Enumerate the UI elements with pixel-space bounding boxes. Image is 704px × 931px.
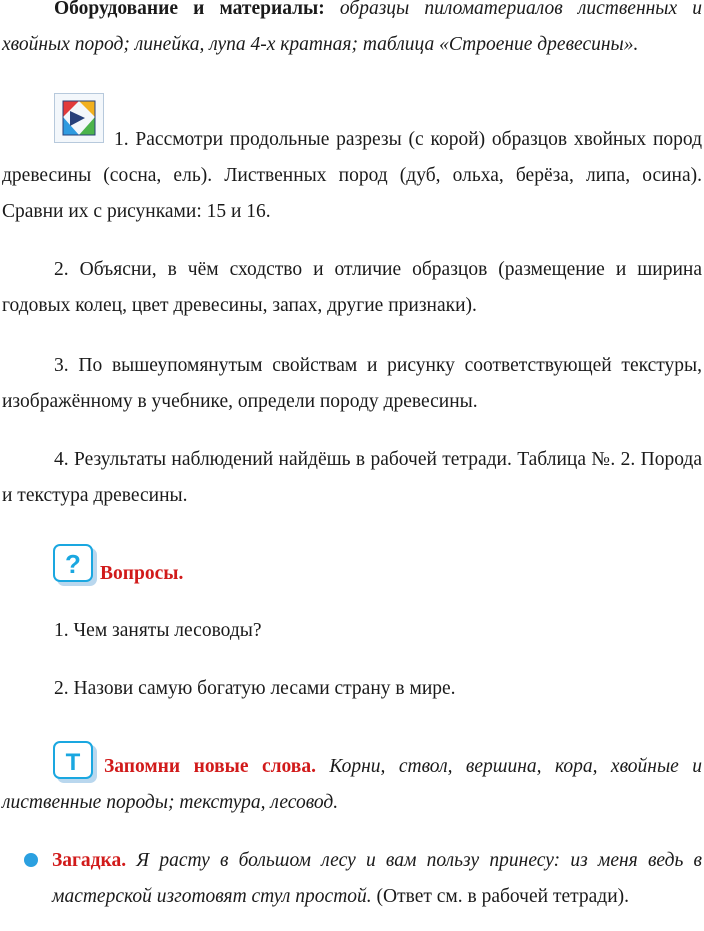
equipment-label: Оборудование и материалы:: [54, 0, 325, 19]
riddle-answer: (Ответ см. в рабочей тетради).: [376, 886, 630, 907]
question-1: 1. Чем заняты лесоводы?: [54, 620, 262, 641]
equipment-paragraph: [2, 0, 702, 63]
task-2: 2. Объясни, в чём сходство и отличие образцов (размещение и ширина годовых колец, цвет древесины, запах, другие признаки).: [2, 259, 702, 316]
riddle-paragraph: [52, 843, 702, 915]
task-4: 4. Результаты наблюдений найдёшь в рабочей тетради. Таблица №. 2. Порода и текстура древесины.: [2, 449, 702, 506]
task-3: 3. По вышеупомянутым свойствам и рисунку соответствующей текстуры, изображённому в учебнике, определи породу древесины.: [2, 355, 702, 412]
equipment-text: образцы пиломатериалов лиственных и хвойных пород; линейка, лупа 4-х кратная; таблица «Строение древесины».: [2, 0, 702, 55]
new-words-text: Корни, ствол, вершина, кора, хвойные и лиственные породы; текстура, лесовод.: [2, 756, 703, 813]
questions-heading: Вопросы.: [100, 563, 184, 584]
new-words-label: Запомни новые слова.: [104, 756, 316, 777]
new-words-paragraph: [2, 749, 702, 821]
riddle-label: Загадка.: [52, 850, 127, 871]
question-2: 2. Назови самую богатую лесами страну в мире.: [54, 678, 456, 699]
riddle-text: Я расту в большом лесу и вам пользу принесу: из меня ведь в мастерской изготовят стул простой.: [52, 850, 702, 907]
bullet-icon: [24, 853, 38, 867]
questions-heading-line: [2, 556, 702, 592]
svg-text:?: ?: [65, 549, 81, 578]
task-1: 1. Рассмотри продольные разрезы (с корой) образцов хвойных пород древесины (сосна, ель). Лиственных пород (дуб, ольха, берёза, липа, осина). Сравни их с рисунками: 15 и 16.: [2, 129, 702, 222]
svg-text:T: T: [65, 749, 81, 775]
